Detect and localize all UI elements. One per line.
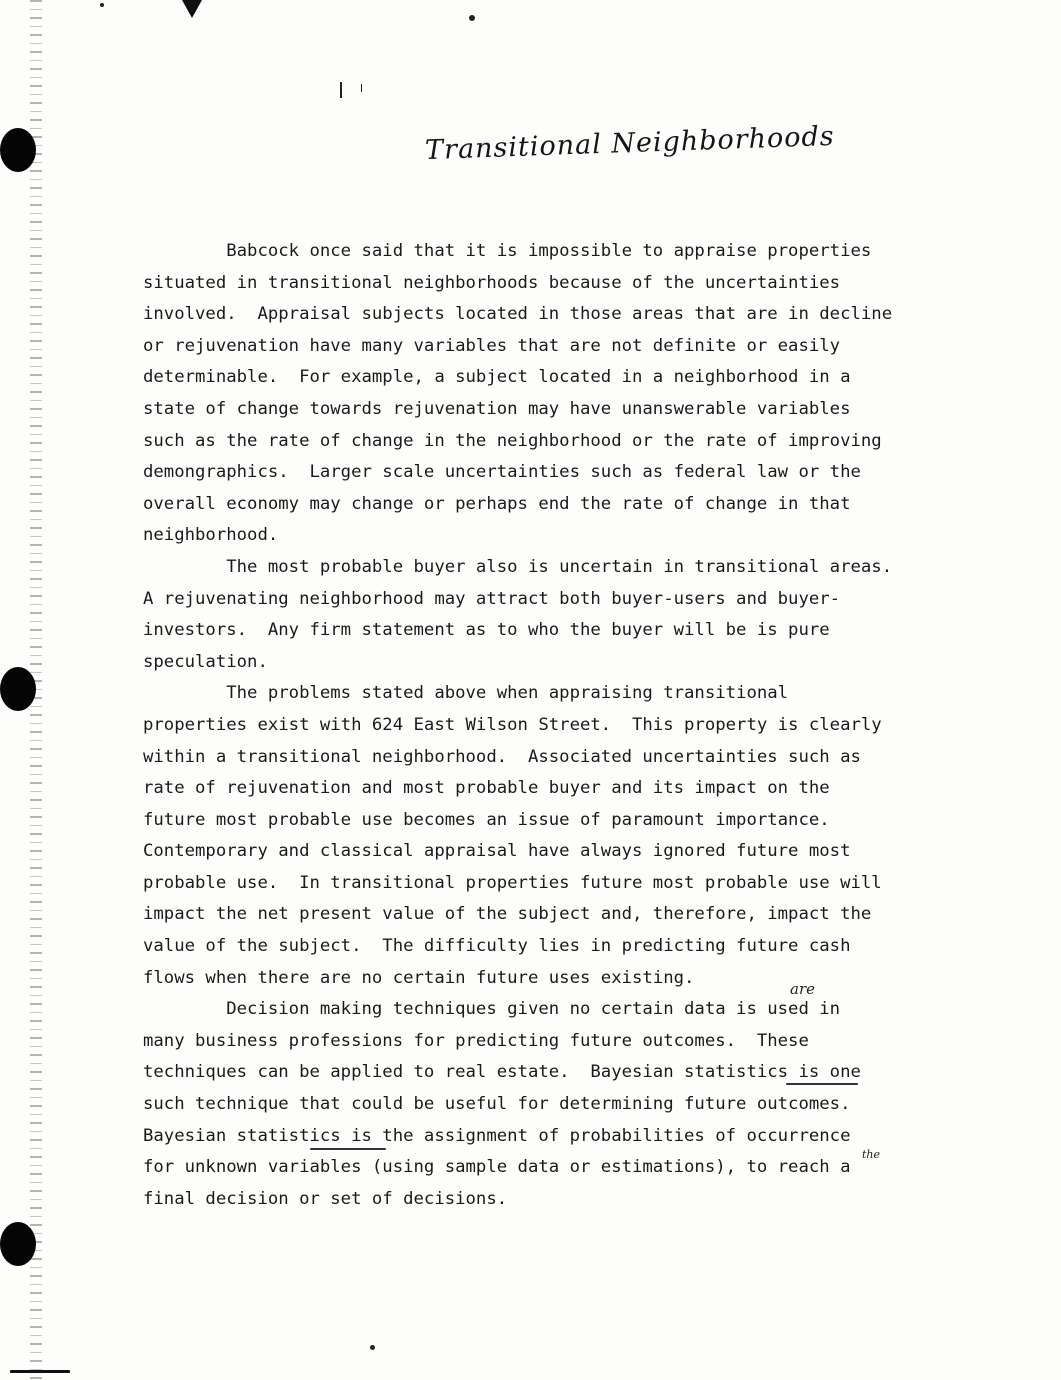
punch-hole-top	[0, 128, 36, 172]
text-line: impact the net present value of the subject and, therefore, impact the	[143, 904, 872, 925]
text-line: or rejuvenation have many variables that are not definite or easily	[143, 335, 841, 356]
text-line: The most probable buyer also is uncertain in transitional areas.	[143, 556, 893, 577]
speck	[370, 1345, 375, 1350]
text-line: neighborhood.	[143, 525, 279, 546]
text-line: Contemporary and classical appraisal have always ignored future most	[143, 841, 851, 862]
text-line: A rejuvenating neighborhood may attract both buyer-users and buyer-	[143, 588, 841, 609]
text-line: techniques can be applied to real estate. Bayesian statistics is one	[143, 1062, 861, 1083]
text-line: state of change towards rejuvenation may have unanswerable variables	[143, 398, 851, 419]
text-line: flows when there are no certain future uses existing.	[143, 967, 695, 988]
text-line: Babcock once said that it is impossible to appraise properties	[143, 241, 872, 261]
typed-body	[143, 236, 943, 1215]
text-line: speculation.	[143, 651, 268, 672]
scan-mark	[182, 0, 202, 18]
speck	[100, 3, 104, 7]
tick-mark	[361, 84, 362, 92]
text-line: situated in transitional neighborhoods because of the uncertainties	[143, 272, 841, 293]
text-line: future most probable use becomes an issue of paramount importance.	[143, 809, 830, 830]
text-line: probable use. In transitional properties future most probable use will	[143, 872, 882, 893]
text-line: for unknown variables (using sample data or estimations), to reach a	[143, 1157, 851, 1178]
text-line: involved. Appraisal subjects located in those areas that are in decline	[143, 304, 893, 325]
pencil-underline	[310, 1148, 386, 1150]
text-line: Bayesian statistics is the assignment of probabilities of occurrence	[143, 1125, 851, 1146]
handwritten-edit-the: the	[862, 1148, 881, 1161]
text-line: investors. Any firm statement as to who the buyer will be is pure	[143, 620, 830, 641]
text-line: properties exist with 624 East Wilson Street. This property is clearly	[143, 714, 882, 735]
text-line: many business professions for predicting future outcomes. These	[143, 1030, 809, 1051]
handwritten-title: Transitional Neighborhoods	[424, 120, 836, 167]
text-line: rate of rejuvenation and most probable buyer and its impact on the	[143, 778, 830, 799]
text-line: value of the subject. The difficulty lies in predicting future cash	[143, 936, 851, 957]
punch-hole-bottom	[0, 1222, 36, 1266]
text-line: within a transitional neighborhood. Associated uncertainties such as	[143, 746, 861, 767]
punch-hole-middle	[0, 667, 36, 711]
text-line: final decision or set of decisions.	[143, 1188, 508, 1209]
handwritten-edit-are: are	[790, 980, 815, 998]
text-line: overall economy may change or perhaps end the rate of change in that	[143, 493, 851, 514]
edge-stroke	[10, 1370, 70, 1373]
text-line: such technique that could be useful for determining future outcomes.	[143, 1094, 851, 1115]
text-line: determinable. For example, a subject located in a neighborhood in a	[143, 367, 851, 388]
pencil-underline	[786, 1083, 858, 1085]
text-line: such as the rate of change in the neighborhood or the rate of improving	[143, 430, 882, 451]
text-line: demongraphics. Larger scale uncertainties such as federal law or the	[143, 462, 861, 483]
tick-mark	[340, 82, 342, 98]
text-line: Decision making techniques given no certain data is used in	[143, 999, 841, 1020]
text-line: The problems stated above when appraising transitional	[143, 683, 789, 704]
speck	[469, 15, 475, 21]
